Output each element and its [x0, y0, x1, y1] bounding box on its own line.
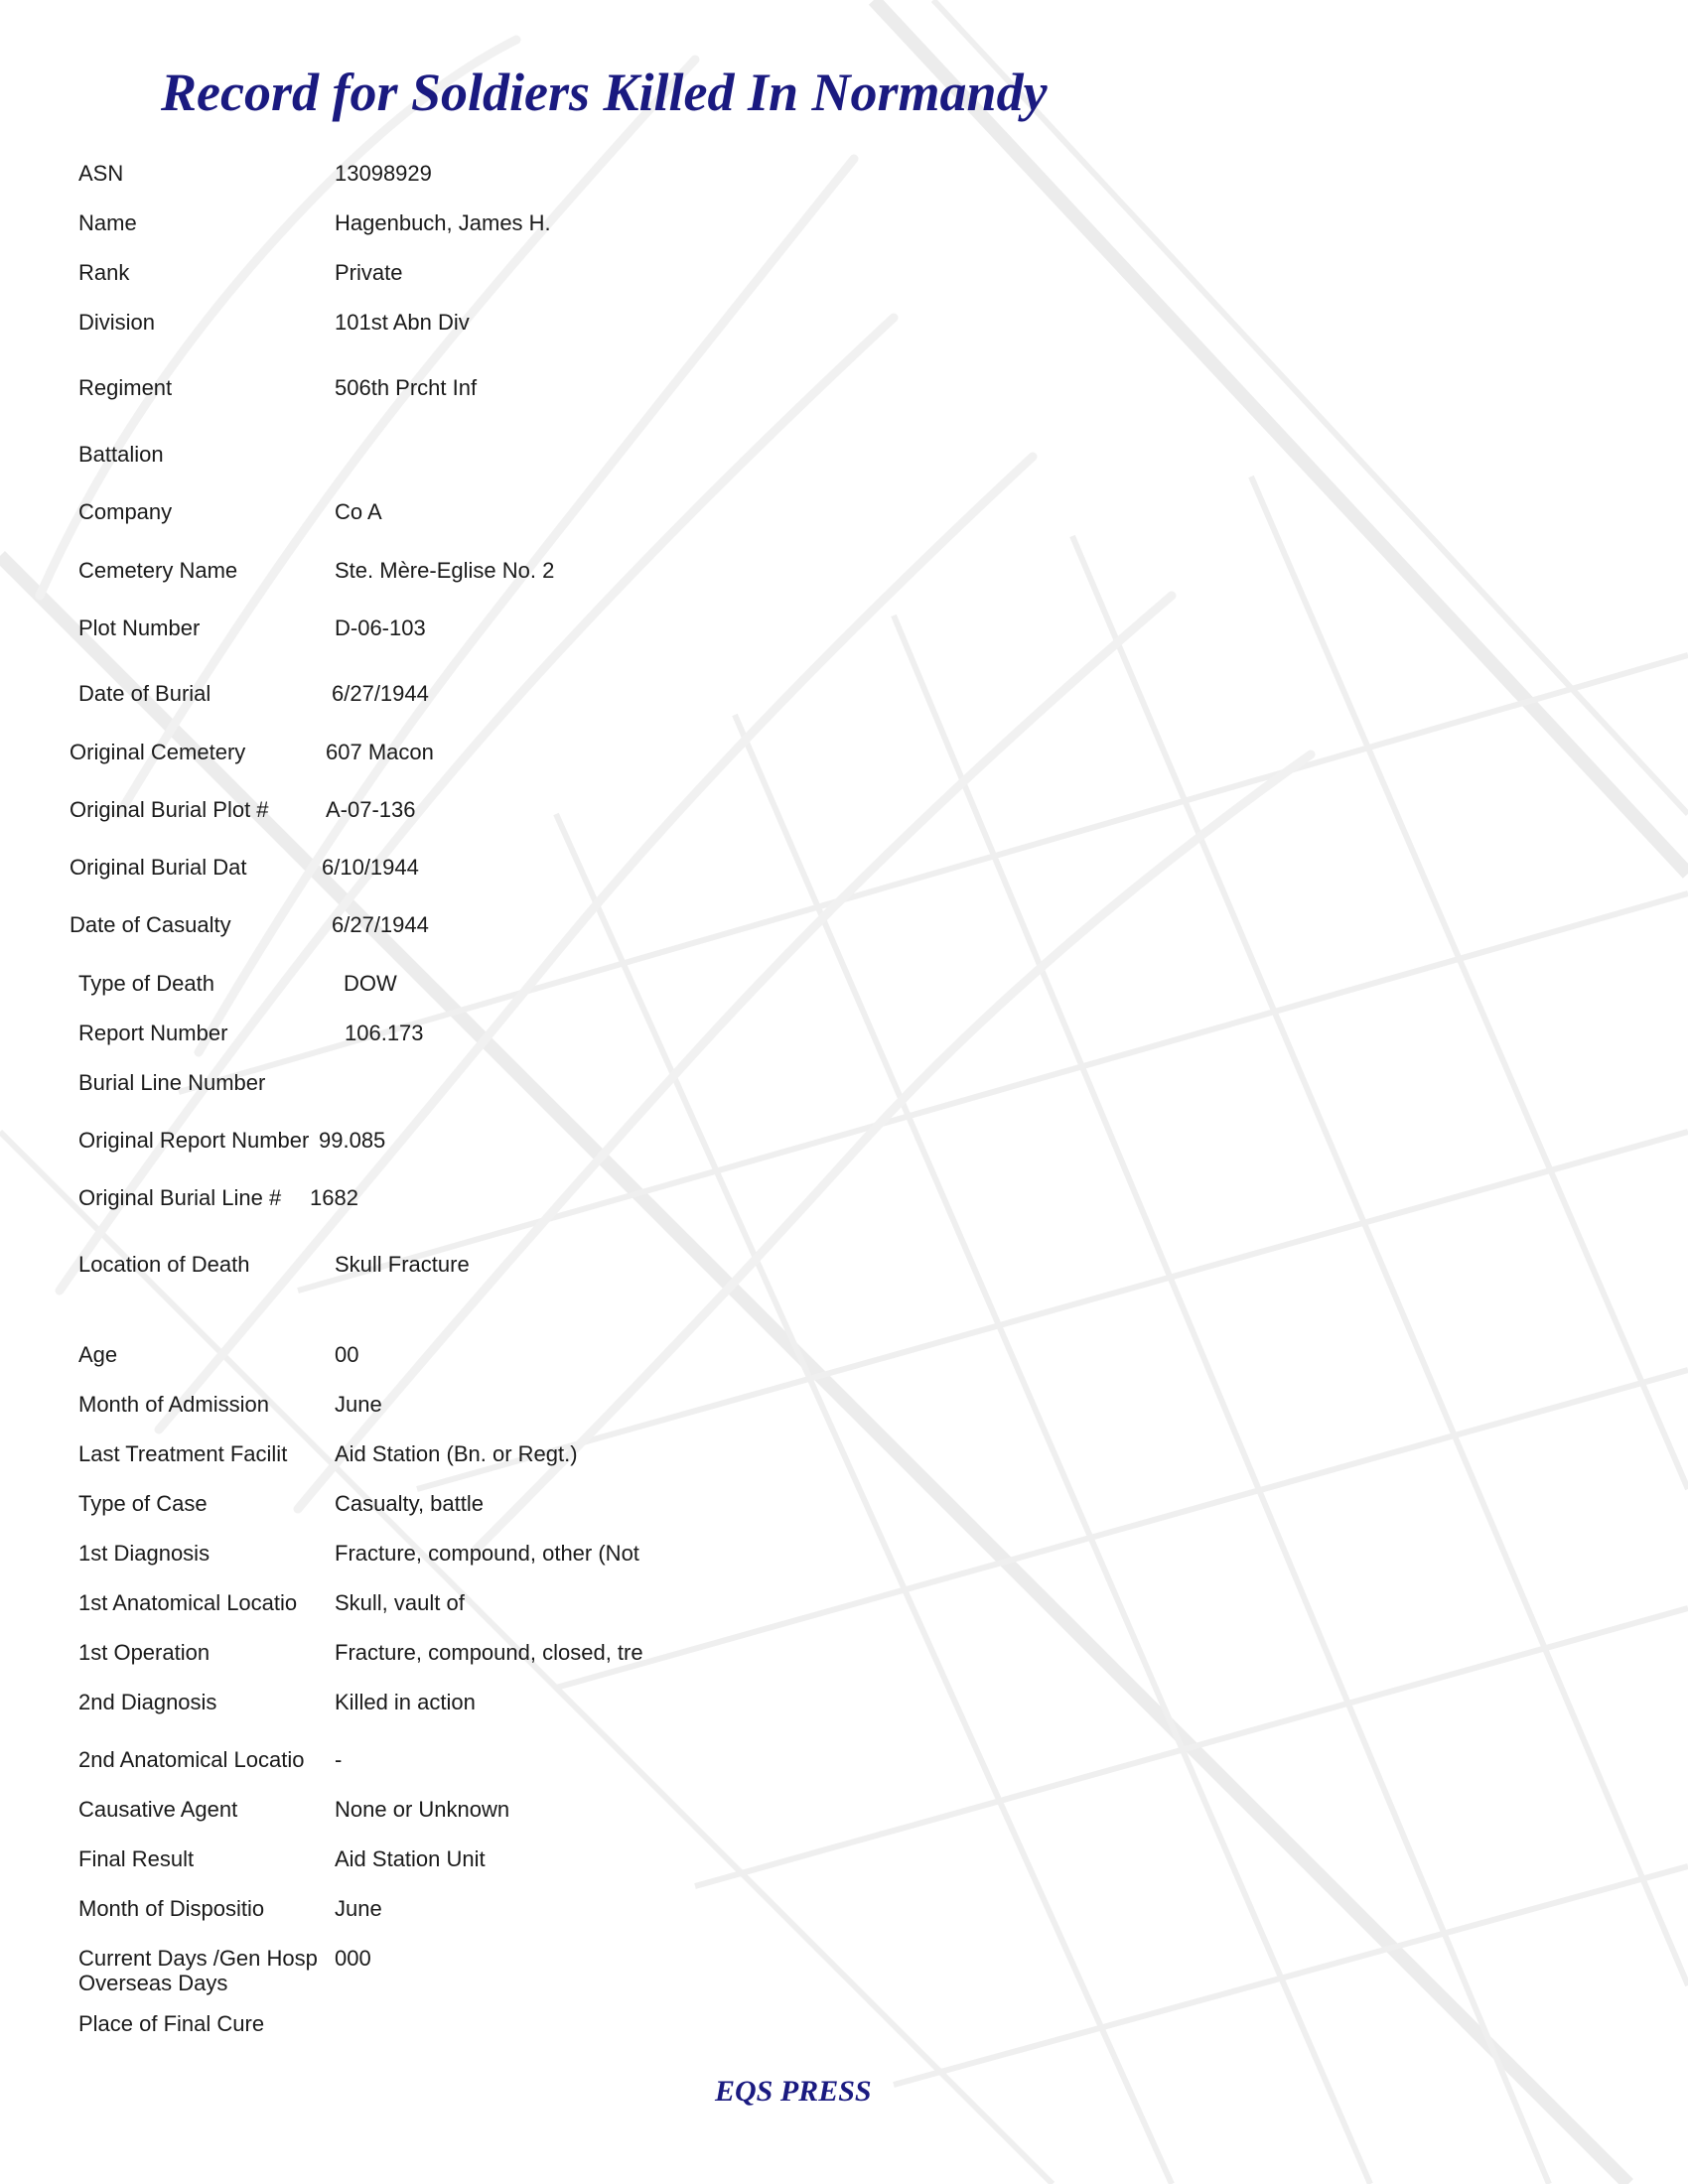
field-label: 2nd Anatomical Locatio [78, 1747, 305, 1772]
field-label: Report Number [78, 1021, 228, 1045]
field-label: ASN [78, 161, 124, 186]
field-value: 6/27/1944 [332, 912, 429, 937]
publisher-footer: EQS PRESS [715, 2075, 872, 2108]
field-value: June [335, 1392, 382, 1417]
field-label: Type of Case [78, 1491, 208, 1516]
field-label: Company [78, 499, 173, 524]
field-label: 1st Operation [78, 1640, 211, 1665]
field-value: Hagenbuch, James H. [335, 210, 551, 235]
field-value: Aid Station Unit [335, 1846, 486, 1871]
field-label: Original Burial Line # [78, 1185, 282, 1210]
field-label: Location of Death [78, 1252, 250, 1277]
field-value: - [335, 1747, 343, 1772]
field-label: 2nd Diagnosis [78, 1690, 217, 1714]
field-value: 1682 [310, 1185, 358, 1210]
field-label: Battalion [78, 442, 164, 467]
field-value: 6/27/1944 [332, 681, 429, 706]
field-value: 101st Abn Div [335, 310, 470, 335]
field-value: 607 Macon [326, 740, 434, 764]
field-label: Name [78, 210, 137, 235]
field-value: A-07-136 [326, 797, 416, 822]
field-label: Burial Line Number [78, 1070, 266, 1095]
field-label: Original Burial Dat [70, 855, 247, 880]
field-value: Private [335, 260, 403, 285]
field-label: Rank [78, 260, 130, 285]
field-label: Last Treatment Facilit [78, 1441, 288, 1466]
field-value: Co A [335, 499, 382, 524]
field-value: 6/10/1944 [322, 855, 419, 880]
field-value: 13098929 [335, 161, 432, 186]
field-value: 506th Prcht Inf [335, 375, 478, 400]
field-label: Overseas Days [78, 1971, 228, 1995]
field-label: Month of Dispositio [78, 1896, 265, 1921]
field-value: Fracture, compound, closed, tre [335, 1640, 643, 1665]
field-value: DOW [344, 971, 397, 996]
field-value: 106.173 [345, 1021, 424, 1045]
field-label: Original Burial Plot # [70, 797, 269, 822]
field-value: Casualty, battle [335, 1491, 485, 1516]
field-value: Skull Fracture [335, 1252, 470, 1277]
field-value: 000 [335, 1946, 371, 1971]
field-label: 1st Anatomical Locatio [78, 1590, 298, 1615]
field-label: Date of Burial [78, 681, 211, 706]
field-label: 1st Diagnosis [78, 1541, 211, 1566]
field-value: 99.085 [319, 1128, 386, 1153]
field-value: Fracture, compound, other (Not [335, 1541, 639, 1566]
field-label: Cemetery Name [78, 558, 238, 583]
field-value: 00 [335, 1342, 359, 1367]
field-value: None or Unknown [335, 1797, 510, 1822]
field-label: Final Result [78, 1846, 195, 1871]
field-value: Skull, vault of [335, 1590, 465, 1615]
field-label: Date of Casualty [70, 912, 231, 937]
page-title: Record for Soldiers Killed In Normandy [161, 63, 1048, 122]
field-label: Type of Death [78, 971, 214, 996]
field-label: Original Cemetery [70, 740, 246, 764]
field-label: Month of Admission [78, 1392, 269, 1417]
field-label: Place of Final Cure [78, 2011, 265, 2036]
field-label: Causative Agent [78, 1797, 238, 1822]
field-label: Division [78, 310, 156, 335]
field-value: Ste. Mère-Eglise No. 2 [335, 558, 555, 583]
field-label: Regiment [78, 375, 173, 400]
field-value: D-06-103 [335, 615, 426, 640]
field-value: June [335, 1896, 382, 1921]
field-label: Current Days /Gen Hosp [78, 1946, 318, 1971]
field-value: Killed in action [335, 1690, 476, 1714]
field-label: Age [78, 1342, 118, 1367]
field-label: Plot Number [78, 615, 201, 640]
field-value: Aid Station (Bn. or Regt.) [335, 1441, 578, 1466]
field-label: Original Report Number [78, 1128, 310, 1153]
